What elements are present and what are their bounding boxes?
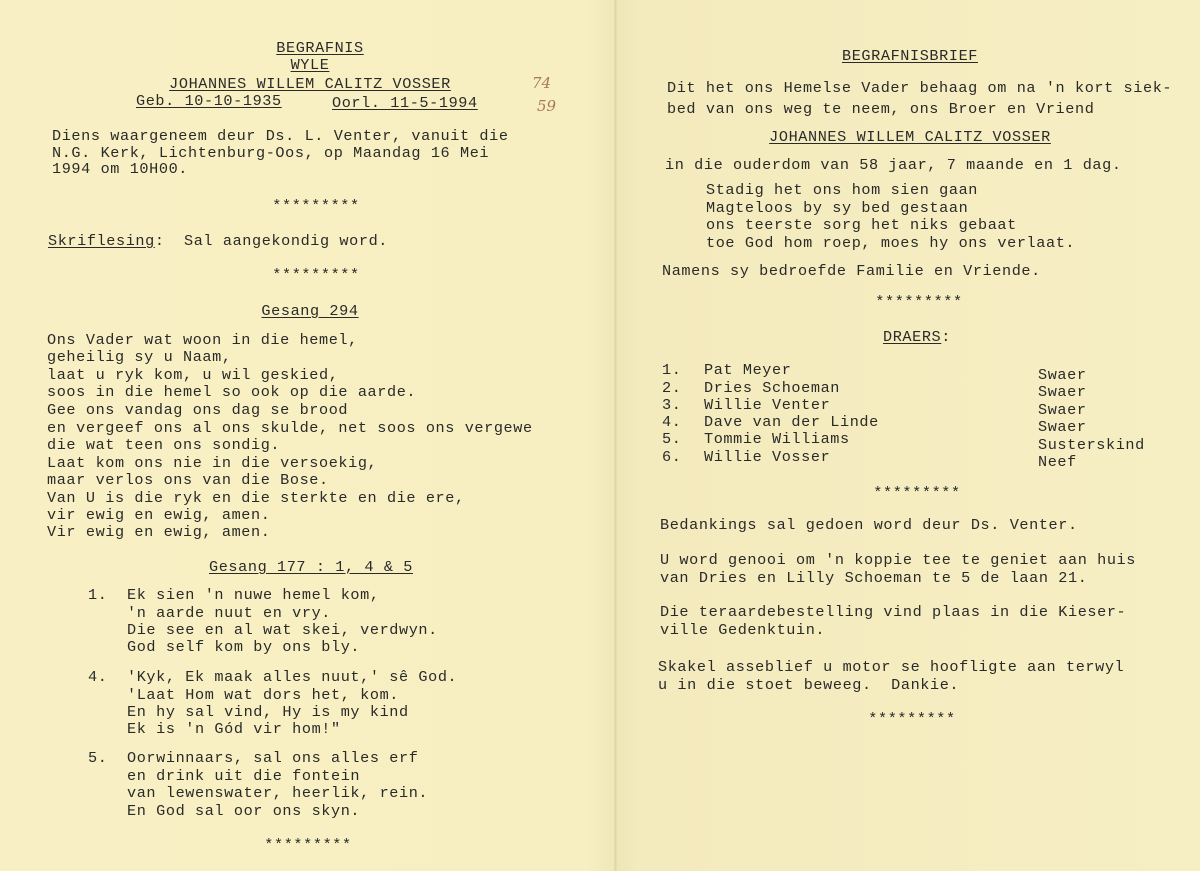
thanks-line: Bedankings sal gedoen word deur Ds. Venter. [660,516,1078,534]
hymn-294-line: vir ewig en ewig, amen. [47,506,271,524]
hymn-294-line: en vergeef ons al ons skulde, net soos ons vergewe [47,419,533,437]
bearers-colon: : [941,328,952,346]
hymn-294-line: soos in die hemel so ook op die aarde. [47,383,417,401]
bearer-name: Tommie Williams [704,430,850,448]
verse-number: 1. [88,586,108,604]
hymn-294-line: Laat kom ons nie in die versoekig, [47,454,378,472]
headlights-line: u in die stoet beweeg. Dankie. [658,676,960,694]
service-line: Diens waargeneem deur Ds. L. Venter, vanuit die [52,127,509,145]
hymn-294-line: die wat teen ons sondig. [47,436,281,454]
page-fold [614,0,617,871]
age-line: in die ouderdom van 58 jaar, 7 maande en 1 dag. [665,156,1122,174]
verse-line: Ek is 'n Gód vir hom!" [127,720,341,738]
bearers-title: DRAERS [882,328,942,346]
verse-number: 5. [88,749,108,767]
bearer-relation: Neef [1038,453,1077,471]
verse-line: En God sal oor ons skyn. [127,802,361,820]
service-line: N.G. Kerk, Lichtenburg-Oos, op Maandag 16 Mei [52,144,490,162]
burial-line: Die teraardebestelling vind plaas in die Kieser- [660,603,1127,621]
verse-line: En hy sal vind, Hy is my kind [127,703,409,721]
separator: ********* [873,484,961,502]
bearer-number: 6. [662,448,682,466]
bearer-name: Willie Venter [704,396,831,414]
headlights-line: Skakel asseblief u motor se hoofligte aan terwyl [658,658,1125,676]
bearer-number: 4. [662,413,682,431]
hymn-294-line: Ons Vader wat woon in die hemel, [47,331,358,349]
verse-line: van lewenswater, heerlik, rein. [127,784,429,802]
bearer-relation: Swaer [1038,418,1087,436]
intro-line: bed van ons weg te neem, ons Broer en Vriend [667,100,1095,118]
verse-line: God self kom by ons bly. [127,638,361,656]
bearer-number: 3. [662,396,682,414]
scripture-text: : Sal aangekondig word. [154,232,388,250]
bearer-number: 2. [662,379,682,397]
bearer-number: 1. [662,361,682,379]
verse-line: en drink uit die fontein [127,767,361,785]
hymn-294-line: Vir ewig en ewig, amen. [47,523,271,541]
left-died-date: Oorl. 11-5-1994 [332,94,478,112]
bearer-relation: Susterskind [1038,436,1145,454]
poem-line: toe God hom roep, moes hy ons verlaat. [706,234,1076,252]
bearer-relation: Swaer [1038,383,1087,401]
handwritten-note-2: 59 [537,97,557,115]
verse-line: 'Kyk, Ek maak alles nuut,' sê God. [127,668,458,686]
right-deceased-name: JOHANNES WILLEM CALITZ VOSSER [769,128,1051,146]
burial-line: ville Gedenktuin. [660,621,826,639]
separator: ********* [272,266,360,284]
separator: ********* [272,197,360,215]
bearer-name: Dries Schoeman [704,379,840,397]
verse-line: Die see en al wat skei, verdwyn. [127,621,438,639]
bearer-name: Willie Vosser [704,448,831,466]
scripture-label: Skriflesing [48,232,155,250]
left-deceased-name: JOHANNES WILLEM CALITZ VOSSER [169,75,451,93]
bearer-relation: Swaer [1038,401,1087,419]
left-title: BEGRAFNIS [276,39,364,57]
verse-line: 'Laat Hom wat dors het, kom. [127,686,399,704]
hymn-294-line: Van U is die ryk en die sterkte en die ere, [47,489,465,507]
verse-line: Oorwinnaars, sal ons alles erf [127,749,419,767]
left-wyle: WYLE [290,56,330,74]
poem-line: Magteloos by sy bed gestaan [706,199,969,217]
bearer-name: Dave van der Linde [704,413,879,431]
bearers-heading [883,329,951,346]
right-title: BEGRAFNISBRIEF [842,47,978,65]
family-line: Namens sy bedroefde Familie en Vriende. [662,262,1041,280]
intro-line: Dit het ons Hemelse Vader behaag om na 'n kort siek- [667,79,1173,97]
handwritten-note-1: 74 [532,74,552,92]
hymn-294-line: Gee ons vandag ons dag se brood [47,401,349,419]
hymn-294-line: maar verlos ons van die Bose. [47,471,329,489]
poem-line: Stadig het ons hom sien gaan [706,181,978,199]
separator: ********* [264,836,352,854]
hymn-294-title: Gesang 294 [261,302,359,320]
hymn-294-line: laat u ryk kom, u wil geskied, [47,366,339,384]
verse-number: 4. [88,668,108,686]
separator: ********* [868,710,956,728]
bearer-relation: Swaer [1038,366,1087,384]
hymn-177-title: Gesang 177 : 1, 4 & 5 [209,558,413,576]
hymn-294-line: geheilig sy u Naam, [47,348,232,366]
verse-line: Ek sien 'n nuwe hemel kom, [127,586,380,604]
verse-line: 'n aarde nuut en vry. [127,604,331,622]
service-line: 1994 om 10H00. [52,160,188,178]
bearer-name: Pat Meyer [704,361,792,379]
separator: ********* [875,293,963,311]
tea-line: U word genooi om 'n koppie tee te geniet aan huis [660,551,1136,569]
scripture-reading [48,233,388,250]
tea-line: van Dries en Lilly Schoeman te 5 de laan 21. [660,569,1088,587]
left-born-date: Geb. 10-10-1935 [136,92,282,110]
poem-line: ons teerste sorg het niks gebaat [706,216,1017,234]
bearer-number: 5. [662,430,682,448]
